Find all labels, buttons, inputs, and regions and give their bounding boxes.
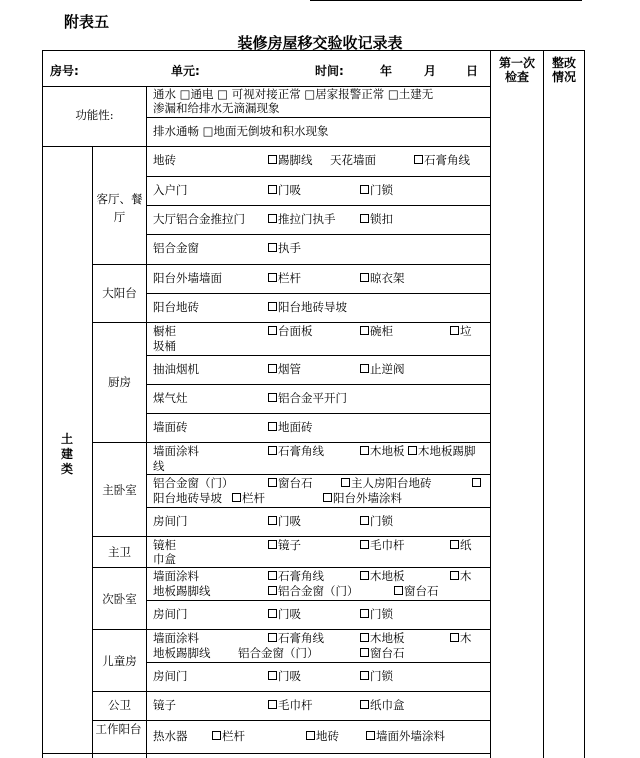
top-rule — [310, 0, 582, 1]
checkbox-item[interactable]: 墙面外墙涂料 — [366, 729, 445, 744]
first-check-header-1: 第一次 — [498, 56, 535, 70]
checkbox-icon — [341, 478, 350, 487]
checkbox-item[interactable]: 窗台石 — [268, 476, 313, 491]
checkbox-item[interactable]: 主人房阳台地砖 — [341, 476, 432, 491]
checkbox-item[interactable]: 石膏角线 — [414, 153, 470, 168]
checkbox-icon — [360, 326, 369, 335]
rectify-header-2: 情况 — [551, 70, 576, 84]
checkbox-icon — [323, 493, 332, 502]
room-second: 次卧室 — [102, 592, 137, 606]
checkbox-icon — [450, 540, 459, 549]
checkbox-item[interactable]: 门吸 — [268, 669, 301, 684]
checkbox-icon — [360, 648, 369, 657]
checkbox-item[interactable]: 窗台石 — [360, 646, 405, 661]
item: 线 — [153, 459, 165, 473]
checkbox-item[interactable]: 碗柜 — [360, 324, 393, 339]
item: 墙面涂料 — [153, 444, 199, 458]
checkbox-item[interactable]: 止逆阀 — [360, 362, 405, 377]
item: 煤气灶 — [153, 391, 188, 405]
checkbox-icon — [360, 364, 369, 373]
page-title: 装修房屋移交验收记录表 — [237, 34, 403, 52]
checkbox-item[interactable]: 门锁 — [360, 514, 393, 529]
checkbox-icon — [360, 214, 369, 223]
function-label: 功能性: — [75, 108, 114, 122]
item: 巾盒 — [153, 552, 176, 566]
time-label: 时间: — [315, 64, 344, 78]
checkbox-item[interactable]: 推拉门执手 — [268, 212, 336, 227]
room-no-label: 房号: — [50, 64, 79, 78]
item: 墙面砖 — [153, 420, 188, 434]
checkbox-icon — [268, 700, 277, 709]
checkbox-icon — [268, 516, 277, 525]
category-text: 土 建 类 — [60, 432, 73, 476]
checkbox-item[interactable]: 门锁 — [360, 183, 393, 198]
checkbox-icon — [360, 633, 369, 642]
checkbox-icon — [360, 516, 369, 525]
checkbox-item[interactable]: 石膏角线 — [268, 631, 324, 646]
checkbox-icon — [360, 540, 369, 549]
checkbox-icon — [360, 700, 369, 709]
item: 地板踢脚线 — [153, 584, 211, 598]
checkbox-item[interactable]: 石膏角线 — [268, 569, 324, 584]
room-balcony: 大阳台 — [102, 286, 137, 300]
item: 地砖 — [153, 153, 176, 167]
item: 抽油烟机 — [153, 362, 199, 376]
checkbox-icon — [450, 571, 459, 580]
checkbox-icon — [268, 478, 277, 487]
function-line-1: 通水 □通电 □ 可视对接正常 □居家报警正常 □土建无 — [153, 87, 434, 101]
checkbox-icon — [268, 633, 277, 642]
checkbox-item[interactable]: 门吸 — [268, 514, 301, 529]
checkbox-item[interactable]: 栏杆 — [232, 491, 265, 506]
item: 镜子 — [153, 698, 176, 712]
checkbox-icon — [268, 609, 277, 618]
checkbox-icon[interactable] — [472, 476, 482, 491]
checkbox-item[interactable]: 木地板 — [360, 569, 405, 584]
checkbox-icon — [268, 273, 277, 282]
checkbox-item[interactable]: 晾衣架 — [360, 271, 405, 286]
checkbox-icon — [268, 446, 277, 455]
function-line-2: 渗漏和给排水无滴漏现象 — [153, 101, 280, 115]
item: 阳台地砖 — [153, 300, 199, 314]
checkbox-icon — [360, 185, 369, 194]
checkbox-item[interactable]: 锁扣 — [360, 212, 393, 227]
checkbox-item[interactable]: 毛巾杆 — [360, 538, 405, 553]
checkbox-icon — [268, 571, 277, 580]
item: 入户门 — [153, 183, 188, 197]
category-label — [59, 432, 75, 477]
item: 热水器 — [153, 729, 188, 743]
checkbox-item[interactable]: 木 — [450, 569, 472, 584]
item: 铝合金窗（门） — [153, 476, 234, 490]
checkbox-icon — [408, 446, 417, 455]
checkbox-item[interactable]: 镜子 — [268, 538, 301, 553]
item: 阳台外墙墙面 — [153, 271, 222, 285]
unit-label: 单元: — [171, 64, 200, 78]
checkbox-item[interactable]: 栏杆 — [268, 271, 301, 286]
year-label: 年 — [380, 64, 393, 78]
checkbox-item[interactable]: 垃 — [450, 324, 472, 339]
item: 镜柜 — [153, 538, 176, 552]
checkbox-icon — [414, 155, 423, 164]
checkbox-icon — [268, 243, 277, 252]
month-label: 月 — [424, 64, 437, 78]
checkbox-icon — [306, 731, 315, 740]
checkbox-item[interactable]: 地面砖 — [268, 420, 313, 435]
checkbox-icon — [212, 731, 221, 740]
checkbox-icon — [268, 540, 277, 549]
checkbox-icon — [268, 155, 277, 164]
checkbox-icon — [450, 326, 459, 335]
checkbox-icon — [268, 393, 277, 402]
checkbox-item[interactable]: 木地板 — [360, 444, 405, 459]
checkbox-item[interactable]: 窗台石 — [394, 584, 439, 599]
rectify-header-1: 整改 — [551, 56, 576, 70]
checkbox-icon — [450, 633, 459, 642]
checkbox-icon — [360, 273, 369, 282]
checkbox-icon — [360, 609, 369, 618]
checkbox-icon — [268, 302, 277, 311]
room-living: 客厅、餐厅 — [96, 192, 143, 224]
checkbox-icon — [360, 446, 369, 455]
item: 房间门 — [153, 514, 188, 528]
checkbox-icon — [366, 731, 375, 740]
room-public-bath: 公卫 — [108, 698, 131, 712]
checkbox-icon — [232, 493, 241, 502]
checkbox-item[interactable]: 纸巾盒 — [360, 698, 405, 713]
function-line-3: 排水通畅 □地面无倒坡和积水现象 — [153, 124, 329, 138]
item: 墙面涂料 — [153, 631, 199, 645]
checkbox-icon — [268, 326, 277, 335]
day-label: 日 — [466, 64, 479, 78]
checkbox-item[interactable]: 门吸 — [268, 607, 301, 622]
checkbox-icon — [268, 185, 277, 194]
item: 地板踢脚线 — [153, 646, 211, 660]
item: 橱柜 — [153, 324, 176, 338]
checkbox-item[interactable]: 栏杆 — [212, 729, 245, 744]
checkbox-item[interactable]: 门锁 — [360, 607, 393, 622]
checkbox-item[interactable]: 木地板踢脚 — [408, 444, 476, 459]
room-kitchen: 厨房 — [108, 375, 131, 389]
item: 天花墙面 — [330, 153, 376, 167]
item: 房间门 — [153, 669, 188, 683]
checkbox-item[interactable]: 台面板 — [268, 324, 313, 339]
checkbox-item[interactable]: 木 — [450, 631, 472, 646]
checkbox-icon — [360, 571, 369, 580]
room-child: 儿童房 — [102, 654, 137, 668]
room-work-balcony: 工作阳台 — [95, 722, 142, 736]
checkbox-item[interactable]: 烟管 — [268, 362, 301, 377]
checkbox-item[interactable]: 执手 — [268, 241, 301, 256]
item: 大厅铝合金推拉门 — [153, 212, 245, 226]
first-check-header-2: 检查 — [504, 70, 529, 84]
checkbox-icon — [268, 364, 277, 373]
item: 墙面涂料 — [153, 569, 199, 583]
checkbox-item[interactable]: 地砖 — [306, 729, 339, 744]
checkbox-item[interactable]: 阳台外墙涂料 — [323, 491, 402, 506]
appendix-label: 附表五 — [64, 13, 110, 31]
checkbox-item[interactable]: 纸 — [450, 538, 472, 553]
checkbox-item[interactable]: 门锁 — [360, 669, 393, 684]
checkbox-icon — [268, 214, 277, 223]
room-master-bath: 主卫 — [108, 545, 131, 559]
checkbox-icon — [268, 586, 277, 595]
checkbox-icon — [394, 586, 403, 595]
checkbox-item[interactable]: 石膏角线 — [268, 444, 324, 459]
item: 圾桶 — [153, 339, 176, 353]
checkbox-item[interactable]: 铝合金平开门 — [268, 391, 347, 406]
item: 阳台地砖导坡 — [153, 491, 222, 505]
checkbox-item[interactable]: 铝合金窗（门） — [268, 584, 359, 599]
checkbox-item[interactable]: 木地板 — [360, 631, 405, 646]
checkbox-item[interactable]: 毛巾杆 — [268, 698, 313, 713]
checkbox-icon — [360, 671, 369, 680]
item: 铝合金窗（门） — [238, 646, 319, 660]
item: 房间门 — [153, 607, 188, 621]
checkbox-item[interactable]: 阳台地砖导坡 — [268, 300, 347, 315]
checkbox-icon — [268, 422, 277, 431]
checkbox-item[interactable]: 踢脚线 — [268, 153, 313, 168]
checkbox-item[interactable]: 门吸 — [268, 183, 301, 198]
room-master: 主卧室 — [102, 483, 137, 497]
item: 铝合金窗 — [153, 241, 199, 255]
checkbox-icon — [268, 671, 277, 680]
